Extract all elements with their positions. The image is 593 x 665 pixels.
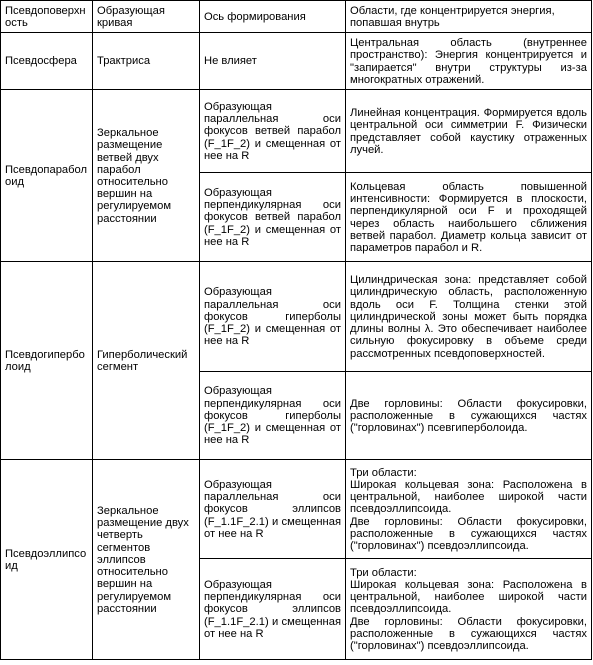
pseudohyperboloid-region-perpendicular: Две горловины: Области фокусировки, расположенные в сужающихся частях ("горловинах") псевгиперболоида. (346, 372, 592, 460)
pseudoparaboloid-axis-perpendicular: Образующая перпендикулярная оси фокусов ветвей парабол (F_1F_2) и смещенная от нее на R (200, 173, 346, 262)
row-pseudoellipsoid-parallel (1, 460, 592, 559)
pseudoellipsoid-name: Псевдоэллипсоид (1, 460, 93, 660)
region-intro: Три области: (350, 566, 417, 579)
pseudohyperboloid-name: Псевдогиперболоид (1, 262, 93, 460)
pseudoparaboloid-region-parallel: Линейная концентрация. Формируется вдоль центральной оси симметрии F. Физически представляет собой каустику отраженных лучей. (346, 90, 592, 173)
pseudoparaboloid-name: Псевдопараболоид (1, 90, 93, 262)
pseudohyperboloid-curve: Гиперболический сегмент (93, 262, 200, 460)
pseudohyperboloid-axis-parallel: Образующая параллельная оси фокусов гиперболы (F_1F_2) и смещенная от нее на R (200, 262, 346, 372)
region-throats: Две горловины: Области фокусировки, расположенные в сужающихся частях ("горловинах") псевдоэллипсоида. (350, 615, 587, 652)
header-generating-curve: Образующая кривая (93, 1, 200, 33)
pseudoellipsoid-region-perpendicular (346, 559, 592, 660)
row-pseudoparaboloid-parallel (1, 90, 592, 173)
region-ring-zone: Широкая кольцевая зона: Расположена в центральной, наиболее широкой части псевдоэллипсоида. (350, 478, 587, 516)
pseudosphere-curve: Трактриса (93, 33, 200, 90)
pseudoellipsoid-curve: Зеркальное размещение двух четверть сегментов эллипсов относительно вершин на регулируемом расстоянии (93, 460, 200, 660)
pseudoparaboloid-curve: Зеркальное размещение ветвей двух парабол относительно вершин на регулируемом расстоянии (93, 90, 200, 262)
row-pseudohyperboloid-parallel (1, 262, 592, 372)
row-pseudosphere (1, 33, 592, 90)
pseudosphere-name: Псевдосфера (1, 33, 93, 90)
region-intro: Три области: (350, 466, 417, 479)
pseudoellipsoid-region-parallel (346, 460, 592, 559)
pseudohyperboloid-axis-perpendicular: Образующая перпендикулярная оси фокусов гиперболы (F_1F_2) и смещенная от нее на R (200, 372, 346, 460)
pseudoellipsoid-axis-perpendicular: Образующая перпендикулярная оси фокусов эллипсов (F_1.1F_2.1) и смещенная от нее на R (200, 559, 346, 660)
pseudoparaboloid-region-perpendicular: Кольцевая область повышенной интенсивности: Формируется в плоскости, перпендикулярной оси F и проходящей через область наибольшего сближения ветвей парабол. Диаметр кольца зависит от параметров парабол и R. (346, 173, 592, 262)
region-throats: Две горловины: Области фокусировки, расположенные в сужающихся частях ("горловинах") псевдоэллипсоида. (350, 515, 587, 552)
pseudoparaboloid-axis-parallel: Образующая параллельная оси фокусов ветвей парабол (F_1F_2) и смещенная от нее на R (200, 90, 346, 173)
header-energy-regions: Области, где концентрируется энергия, попавшая внутрь (346, 1, 592, 33)
pseudoellipsoid-axis-parallel: Образующая параллельная оси фокусов эллипсов (F_1.1F_2.1) и смещенная от нее на R (200, 460, 346, 559)
pseudosphere-region: Центральная область (внутреннее пространство): Энергия концентрируется и "запирается" внутри структуры из-за многократных отражений. (346, 33, 592, 90)
pseudosphere-axis: Не влияет (200, 33, 346, 90)
header-formation-axis: Ось формирования (200, 1, 346, 33)
header-pseudosurface: Псевдоповерхность (1, 1, 93, 33)
header-row (1, 1, 592, 33)
region-ring-zone: Широкая кольцевая зона: Расположена в центральной, наиболее широкой части псевдоэллипсоида. (350, 578, 587, 616)
pseudohyperboloid-region-parallel: Цилиндрическая зона: представляет собой цилиндрическую область, расположенную вдоль оси F. Толщина стенки этой цилиндрической зоны может быть порядка длины волны λ. Это обеспечивает наиболее сильную фокусировку в объеме среди рассмотренных псевдоповерхностей. (346, 262, 592, 372)
